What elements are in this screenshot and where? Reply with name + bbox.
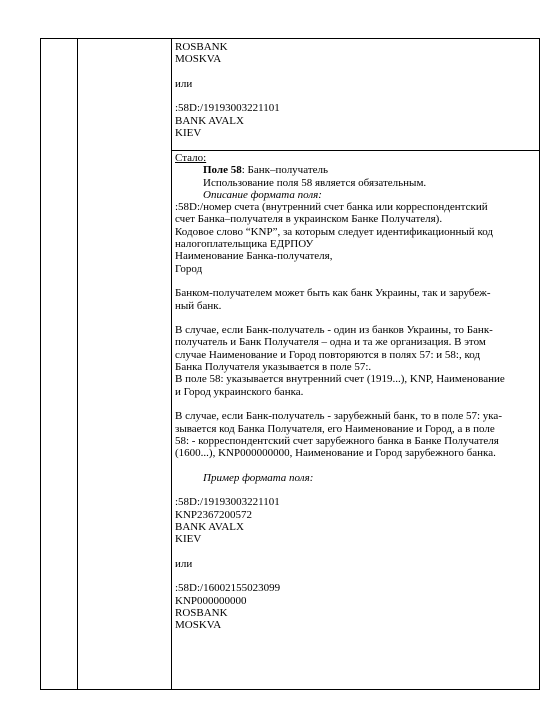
text-line: ROSBANK (175, 41, 228, 53)
para2-line: случае Наименование и Город повторяются в полях 57: и 58:, код (175, 348, 481, 361)
example1-line: KNP2367200572 (175, 508, 253, 521)
became-label: Стало: (175, 152, 207, 164)
top-cell (175, 41, 535, 139)
format-line: налогоплательщика ЕДРПОУ (175, 238, 314, 251)
field-title (175, 164, 535, 176)
para2-line: В поле 58: указывается внутренний счет (1919...), KNP, Наименование (175, 373, 505, 386)
para2-line: Банка Получателя указывается в поле 57:. (175, 361, 372, 374)
para3-line: зывается код Банка Получателя, его Наименование и Город, а в поле (175, 422, 495, 435)
example1-line: KIEV (175, 533, 202, 546)
document-table (40, 38, 540, 690)
example2-line: ROSBANK (175, 606, 228, 619)
para1-line: ный банк. (175, 299, 222, 312)
example1-line: :58D:/19193003221101 (175, 496, 280, 509)
format-desc-heading: Описание формата поля: (203, 188, 322, 201)
column-divider-2 (171, 39, 172, 689)
para3-line: В случае, если Банк-получатель - зарубежный банк, то в поле 57: ука- (175, 410, 502, 423)
format-line: Кодовое слово “KNP”, за которым следует идентификационный код (175, 225, 494, 238)
example2-line: KNP000000000 (175, 594, 247, 607)
example2-line: :58D:/16002155023099 (175, 582, 281, 595)
para2-line: получатель и Банк Получателя – одна и та же организация. В этом (175, 336, 486, 349)
text-line: :58D:/19193003221101 (175, 102, 280, 115)
or-label: или (175, 557, 193, 570)
format-line: счет Банка–получателя в украинском Банке Получателя). (175, 213, 443, 226)
text-line: BANK AVALX (175, 114, 244, 127)
format-line: :58D:/номер счета (внутренний счет банка или корреспондентский (175, 201, 488, 214)
para2-line: В случае, если Банк-получатель - один из банков Украины, то Банк- (175, 324, 493, 337)
row-divider (171, 150, 539, 151)
usage-text: Использование поля 58 является обязательным. (203, 176, 427, 189)
text-line: MOSKVA (175, 53, 222, 66)
example2-line: MOSKVA (175, 619, 222, 632)
format-line: Город (175, 262, 203, 275)
para3-line: 58: - корреспондентский счет зарубежного банка в Банке Получателя (175, 434, 499, 447)
text-line: KIEV (175, 127, 202, 140)
para2-line: и Город украинского банка. (175, 385, 304, 398)
example-heading: Пример формата поля: (203, 471, 314, 484)
field-title-rest: : Банк–получатель (241, 164, 329, 177)
format-line: Наименование Банка-получателя, (175, 250, 333, 263)
bottom-cell (175, 152, 535, 632)
para1-line: Банком-получателем может быть как банк Украины, так и зарубеж- (175, 287, 491, 300)
column-divider-1 (77, 39, 78, 689)
field-title-bold: Поле 58 (203, 164, 242, 177)
para3-line: (1600...), KNP000000000, Наименование и Город зарубежного банка. (175, 447, 496, 460)
example1-line: BANK AVALX (175, 520, 244, 533)
or-label: или (175, 77, 193, 90)
